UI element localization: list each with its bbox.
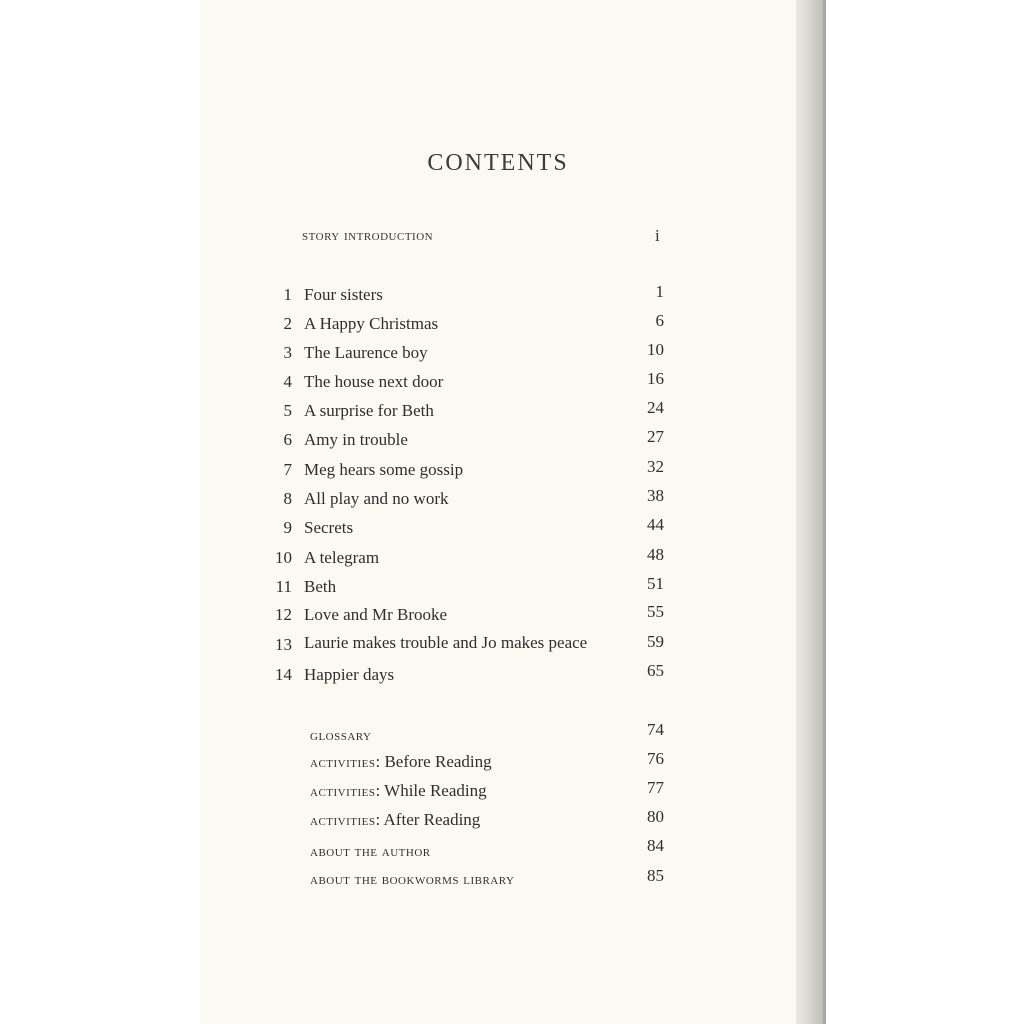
back-matter-rest: : After Reading bbox=[375, 810, 481, 829]
chapter-number: 10 bbox=[275, 548, 292, 567]
chapter-title: Four sisters bbox=[304, 285, 383, 304]
chapter-number: 7 bbox=[283, 460, 292, 479]
chapter-page-number: 51 bbox=[647, 574, 664, 593]
chapter-title: A telegram bbox=[304, 548, 380, 567]
chapter-title: Happier days bbox=[304, 665, 395, 684]
chapter-title: A Happy Christmas bbox=[304, 314, 439, 333]
chapter-page-number: 44 bbox=[647, 515, 664, 534]
chapter-title: A surprise for Beth bbox=[304, 401, 434, 420]
chapter-number: 4 bbox=[283, 372, 292, 391]
chapter-page-number: 27 bbox=[647, 427, 664, 446]
back-matter-rest: : Before Reading bbox=[375, 752, 492, 771]
back-matter-label bbox=[310, 810, 480, 830]
intro-page-number: i bbox=[655, 226, 660, 245]
chapter-page-number: 59 bbox=[647, 632, 664, 651]
page-title: CONTENTS bbox=[427, 150, 569, 176]
chapter-title: The house next door bbox=[304, 372, 444, 391]
chapter-number: 3 bbox=[283, 343, 292, 362]
back-matter-caps: activities bbox=[310, 813, 376, 829]
back-matter-page-number: 74 bbox=[647, 720, 664, 739]
chapter-page-number: 24 bbox=[647, 398, 664, 417]
back-matter-label bbox=[310, 725, 371, 745]
chapter-number: 2 bbox=[283, 314, 292, 333]
chapter-title: Secrets bbox=[304, 518, 354, 537]
back-matter-page-number: 85 bbox=[647, 866, 664, 885]
back-matter-label bbox=[310, 752, 492, 772]
chapter-page-number: 1 bbox=[655, 282, 664, 301]
chapter-page-number: 38 bbox=[647, 486, 664, 505]
back-matter-label bbox=[310, 869, 514, 889]
back-matter-label bbox=[310, 841, 431, 861]
chapter-page-number: 32 bbox=[647, 457, 664, 476]
back-matter-rest: : While Reading bbox=[375, 781, 487, 800]
chapter-title: Amy in trouble bbox=[304, 430, 408, 449]
back-matter-caps: about the bookworms library bbox=[310, 872, 515, 888]
chapter-title: Meg hears some gossip bbox=[304, 460, 464, 479]
chapter-number: 8 bbox=[283, 489, 292, 508]
page-edge bbox=[796, 0, 826, 1024]
chapter-number: 12 bbox=[275, 605, 292, 624]
chapter-number: 11 bbox=[275, 577, 292, 596]
back-matter-caps: activities bbox=[310, 784, 376, 800]
chapter-title: All play and no work bbox=[304, 489, 449, 508]
back-matter-page-number: 84 bbox=[647, 836, 664, 855]
chapter-title: Laurie makes trouble and Jo makes peace bbox=[304, 633, 588, 652]
chapter-page-number: 16 bbox=[647, 369, 664, 388]
back-matter-caps: about the author bbox=[310, 844, 431, 860]
chapter-number: 14 bbox=[275, 665, 292, 684]
chapter-title: Beth bbox=[304, 577, 337, 596]
chapter-number: 5 bbox=[283, 401, 292, 420]
intro-label: story introduction bbox=[302, 228, 434, 244]
back-matter-caps: activities bbox=[310, 755, 376, 771]
chapter-page-number: 55 bbox=[647, 602, 664, 621]
chapter-page-number: 65 bbox=[647, 661, 664, 680]
chapter-title: The Laurence boy bbox=[304, 343, 428, 362]
back-matter-page-number: 77 bbox=[647, 778, 664, 797]
back-matter-page-number: 76 bbox=[647, 749, 664, 768]
chapter-page-number: 10 bbox=[647, 340, 664, 359]
back-matter-label bbox=[310, 781, 487, 801]
chapter-number: 13 bbox=[275, 635, 292, 654]
chapter-title: Love and Mr Brooke bbox=[304, 605, 448, 624]
chapter-number: 9 bbox=[283, 518, 292, 537]
chapter-page-number: 6 bbox=[655, 311, 664, 330]
chapter-number: 6 bbox=[283, 430, 292, 449]
chapter-page-number: 48 bbox=[647, 545, 664, 564]
back-matter-page-number: 80 bbox=[647, 807, 664, 826]
chapter-number: 1 bbox=[283, 285, 292, 304]
contents-page bbox=[200, 0, 796, 1024]
back-matter-caps: glossary bbox=[310, 728, 372, 744]
